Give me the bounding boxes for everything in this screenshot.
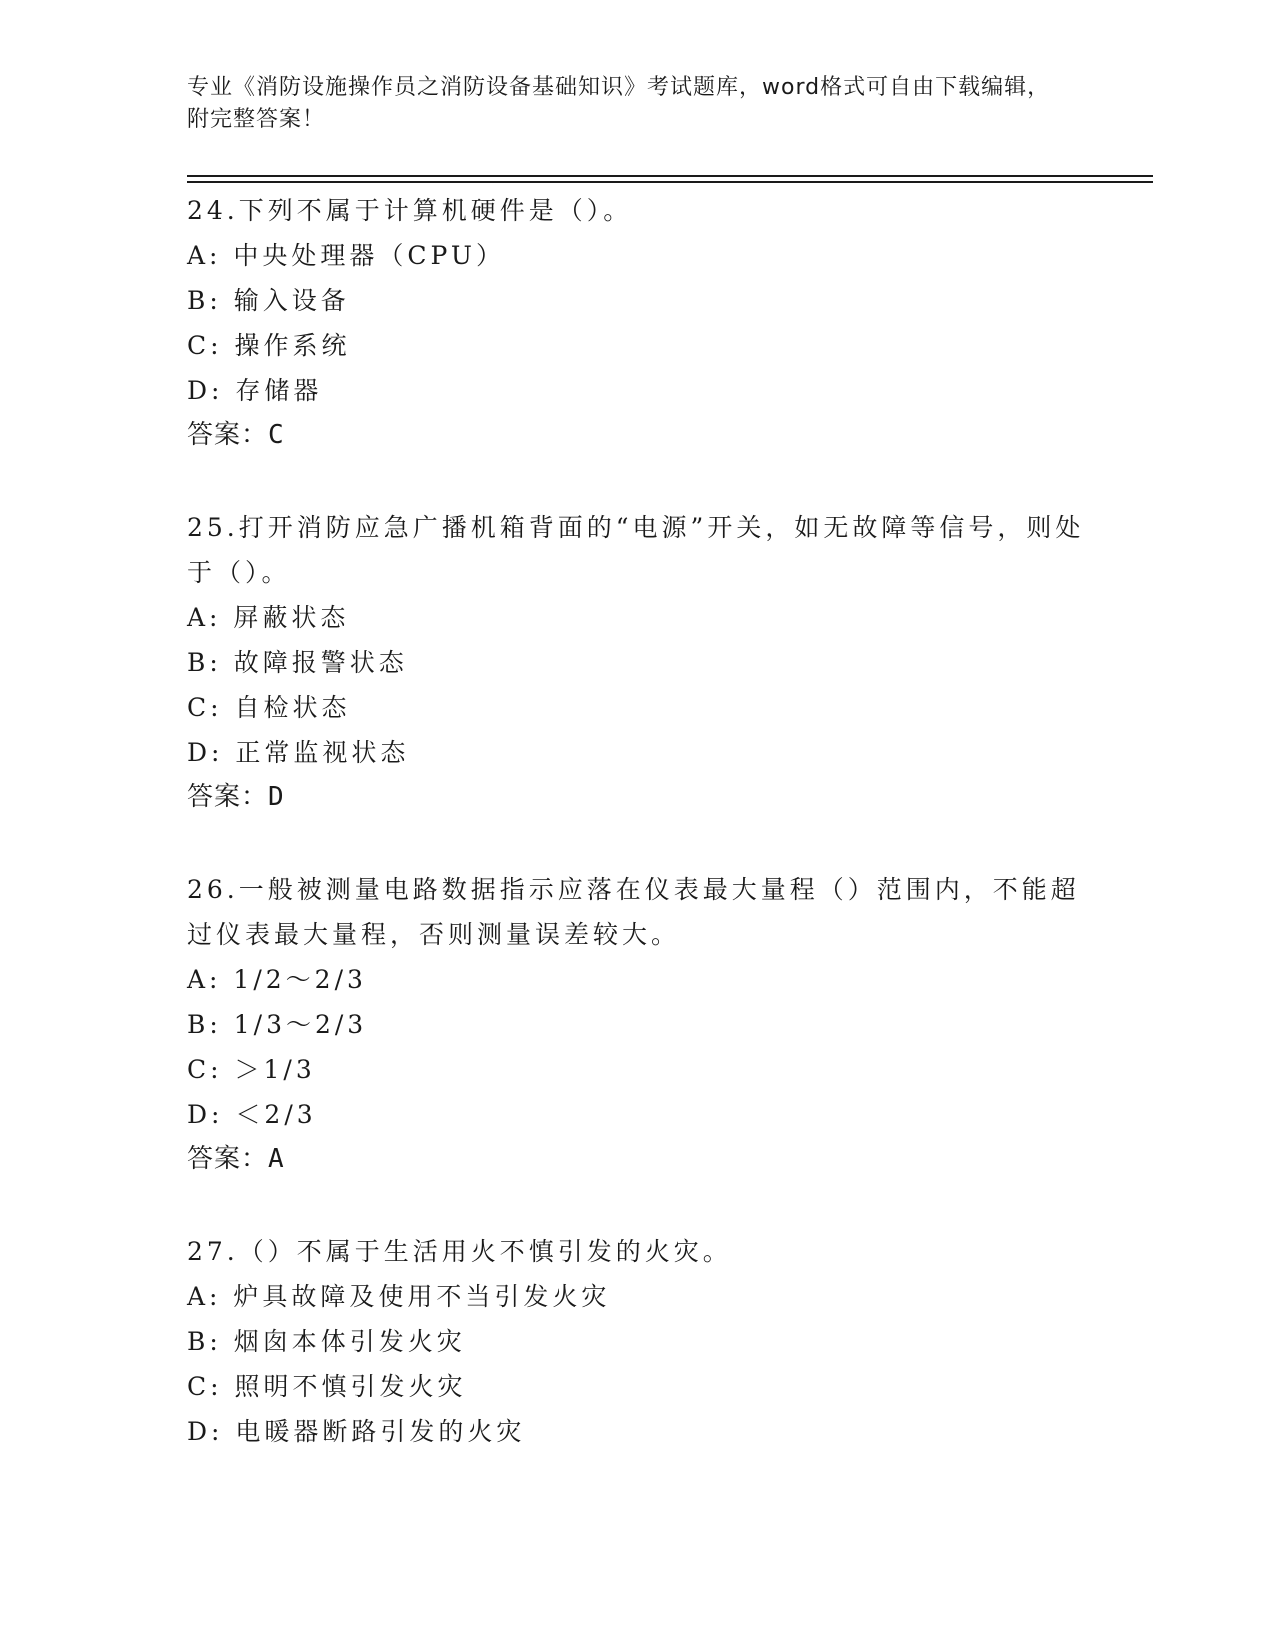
question-list — [187, 188, 1087, 1501]
option-d: D: 存储器 — [187, 376, 323, 405]
question-25 — [187, 505, 1087, 820]
option-c: C: 照明不慎引发火灾 — [187, 1372, 467, 1401]
option-c: C: 操作系统 — [187, 331, 351, 360]
option-d: D: 电暖器断路引发的火灾 — [187, 1417, 526, 1446]
option-c: C: ＞1/3 — [187, 1055, 316, 1084]
header-rule-top — [187, 175, 1153, 177]
question-26 — [187, 867, 1087, 1182]
answer-line: 答案：A — [187, 1144, 285, 1174]
option-a: A: 1/2～2/3 — [187, 965, 367, 994]
option-a: A: 中央处理器（CPU） — [187, 241, 506, 270]
option-c: C: 自检状态 — [187, 693, 351, 722]
option-b: B: 故障报警状态 — [187, 648, 408, 677]
question-stem: 25.打开消防应急广播机箱背面的“电源”开关，如无故障等信号，则处于（）。 — [187, 513, 1085, 587]
option-b: B: 烟囱本体引发火灾 — [187, 1327, 466, 1356]
question-24 — [187, 188, 1087, 458]
question-27 — [187, 1229, 1087, 1454]
question-stem: 27.（）不属于生活用火不慎引发的火灾。 — [187, 1237, 732, 1266]
option-a: A: 炉具故障及使用不当引发火灾 — [187, 1282, 611, 1311]
document-header: 专业《消防设施操作员之消防设备基础知识》考试题库，word格式可自由下载编辑，附完整答案！ — [187, 75, 1051, 132]
answer-line: 答案：C — [187, 420, 285, 450]
option-a: A: 屏蔽状态 — [187, 603, 350, 632]
header-rule-bottom — [187, 181, 1153, 183]
option-d: D: ＜2/3 — [187, 1100, 317, 1129]
option-b: B: 输入设备 — [187, 286, 350, 315]
option-d: D: 正常监视状态 — [187, 738, 410, 767]
answer-line: 答案：D — [187, 782, 285, 812]
option-b: B: 1/3～2/3 — [187, 1010, 368, 1039]
question-stem: 26.一般被测量电路数据指示应落在仪表最大量程（）范围内，不能超过仪表最大量程，否则测量误差较大。 — [187, 875, 1080, 949]
question-stem: 24.下列不属于计算机硬件是（）。 — [187, 196, 633, 225]
